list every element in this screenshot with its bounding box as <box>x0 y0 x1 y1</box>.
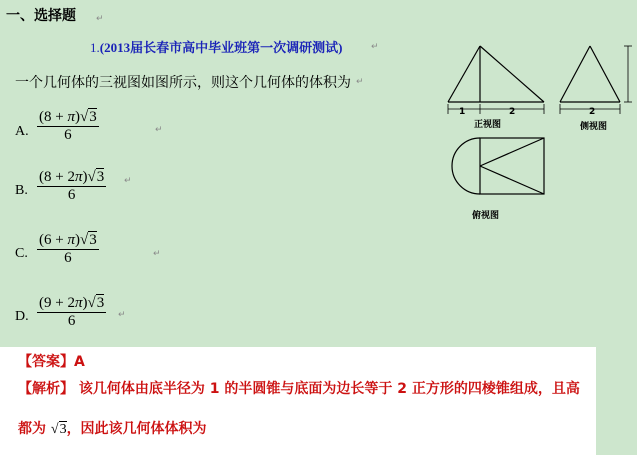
option-letter: A. <box>15 124 29 139</box>
question-text: 一个几何体的三视图如图所示，则这个几何体的体积为 <box>15 75 351 91</box>
top-view <box>452 138 544 194</box>
explanation-line-1 <box>18 382 593 396</box>
radicand: 3 <box>96 295 105 311</box>
sqrt-symbol: √3 <box>79 109 97 125</box>
paragraph-mark-icon: ↵ <box>124 176 132 186</box>
explanation-label: 【解析】 <box>18 381 74 397</box>
option-letter: B. <box>15 183 28 198</box>
explanation-text-pre: 都为 <box>18 421 46 437</box>
side-view-label: 侧视图 <box>580 122 608 132</box>
option-letter: D. <box>15 309 29 324</box>
numerator-left: (6 + <box>39 232 68 248</box>
section-title: 一、选择题 <box>6 8 76 24</box>
top-view-label: 俯视图 <box>472 211 500 221</box>
paragraph-mark-icon: ↵ <box>118 310 126 320</box>
top-view-upper-edge <box>480 138 544 166</box>
radicand: 3 <box>59 422 67 437</box>
paragraph-mark-icon: ↵ <box>356 77 364 87</box>
top-view-lower-edge <box>480 166 544 194</box>
pi-symbol: π <box>74 295 83 311</box>
explanation-text: 该几何体由底半径为 1 的半圆锥与底面为边长等于 2 正方形的四棱锥组成，且高 <box>78 381 580 397</box>
question-source <box>90 37 342 56</box>
option-fraction <box>37 169 106 204</box>
sqrt-symbol: √3 <box>87 295 105 311</box>
dimension-label-2: 2 <box>509 107 516 117</box>
top-view-semicircle <box>452 138 480 194</box>
front-view-label: 正视图 <box>474 120 502 130</box>
radicand: 3 <box>96 169 105 185</box>
front-view <box>448 46 544 114</box>
answer-panel <box>0 347 596 455</box>
numerator-left: (9 + 2 <box>39 295 75 311</box>
top-view-square <box>480 138 544 194</box>
paragraph-mark-icon: ↵ <box>153 249 161 259</box>
side-view-left-edge <box>560 46 590 102</box>
sqrt-symbol: √3 <box>79 232 97 248</box>
denominator: 6 <box>64 127 72 143</box>
option-letter: C. <box>15 246 28 261</box>
numerator-right: ) <box>74 109 80 125</box>
radicand: 3 <box>89 109 97 125</box>
paragraph-mark-icon: ↵ <box>371 42 379 52</box>
pi-symbol: π <box>67 109 75 125</box>
side-view-right-edge <box>590 46 620 102</box>
answer-value: A <box>74 354 85 370</box>
dimension-label-1: 1 <box>459 107 466 117</box>
question-number: 1. <box>90 40 100 55</box>
side-dimension-label: 2 <box>589 107 596 117</box>
denominator: 6 <box>67 187 76 203</box>
numerator-left: (8 + 2 <box>39 169 75 185</box>
side-view <box>560 46 632 114</box>
option-fraction <box>37 109 99 144</box>
numerator-right: ) <box>82 169 88 185</box>
sqrt-symbol: √3 <box>87 169 105 185</box>
denominator: 6 <box>67 313 76 329</box>
paragraph-mark-icon: ↵ <box>96 14 104 24</box>
explanation-text-post: ，因此该几何体体积为 <box>66 421 207 437</box>
source-close-paren: ) <box>338 40 343 55</box>
answer-line <box>18 351 85 371</box>
three-view-figures <box>440 40 637 220</box>
answer-label: 【答案】 <box>18 354 74 370</box>
front-view-right-edge <box>480 46 544 102</box>
option-fraction <box>37 295 106 330</box>
front-view-left-edge <box>448 46 480 102</box>
numerator-right: ) <box>82 295 88 311</box>
option-fraction <box>37 232 99 267</box>
source-text: 2013届长春市高中毕业班第一次调研测试 <box>104 40 339 55</box>
numerator-left: (8 + <box>39 109 68 125</box>
source-open-paren: ( <box>99 40 105 55</box>
pi-symbol: π <box>74 169 83 185</box>
radicand: 3 <box>89 232 97 248</box>
pi-symbol: π <box>67 232 75 248</box>
explanation-line-2 <box>18 418 207 438</box>
sqrt-symbol: √3 <box>50 422 67 437</box>
denominator: 6 <box>64 250 72 266</box>
numerator-right: ) <box>74 232 80 248</box>
paragraph-mark-icon: ↵ <box>155 125 163 135</box>
